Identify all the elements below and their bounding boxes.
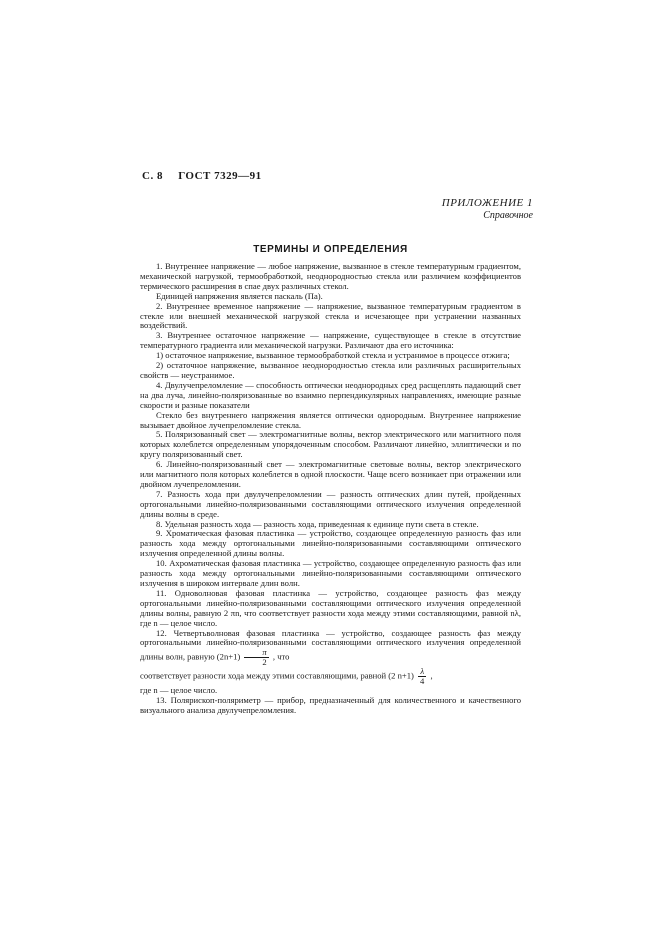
appendix-type: Справочное [483,210,533,221]
appendix-title: ПРИЛОЖЕНИЕ 1 [441,197,533,209]
fraction-denominator: 2 [262,657,267,668]
page-number: С. 8 [142,170,163,182]
paragraph: 8. Удельная разность хода — разность хода, приведенная к единице пути света в стекле. [156,518,479,529]
terms-body [140,262,521,716]
paragraph: 10. Ахроматическая фазовая пластинка — устройство, создающее определенную разность фаз или разность хода между ортогональными линейно-поляризованными составляющими оптического излучения в широком интервале длин волн. [140,558,521,588]
paragraph: 1) остаточное напряжение, вызванное термообработкой стекла и устранимое в процессе отжига; [156,350,510,361]
formula-text: соответствует разности хода между этими составляющими, равной (2 n+1) [140,670,414,681]
fraction-numerator: π [244,648,268,658]
paragraph: 13. Полярископ-поляриметр — прибор, предназначенный для количественного и качественного визуального анализа двулучепреломления. [140,695,521,716]
fraction-pi-over-2 [244,648,268,667]
paragraph: 6. Линейно-поляризованный свет — электромагнитные световые волны, вектор электрического или магнитного поля которых колеблется в одной плоскости. Чаще всего возникает при отражении или двойном лучепреломлении. [140,459,521,489]
paragraph: 1. Внутреннее напряжение — любое напряжение, вызванное в стекле температурным градиентом, механической нагрузкой, термообработкой, неоднородностью стекла или различием коэффициентов термического расширения в спае двух различных стекол. [140,261,521,291]
fraction-numerator: λ [420,666,425,677]
paragraph: 7. Разность хода при двулучепреломлении — разность оптических длин путей, пройденных ортогональными линейно-поляризованными составляющими оптического излучения определенной длины волны в среде. [140,488,521,519]
appendix-label [442,197,533,221]
page-header [142,170,274,182]
paragraph: Стекло без внутреннего напряжения является оптически однородным. Внутреннее напряжение вызывает двойное лучепреломление стекла. [140,409,521,430]
paragraph: 9. Хроматическая фазовая пластинка — устройство, создающее определенную разность фаз или разность хода между ортогональными линейно-поляризованными составляющими оптического излучения определенной длины волны. [140,528,521,559]
paragraph [140,629,521,668]
standard-code: ГОСТ 7329—91 [178,170,262,182]
paragraph: Единицей напряжения является паскаль (Па). [156,290,323,301]
paragraph: 4. Двулучепреломление — способность оптически неоднородных сред расщеплять падающий свет на два луча, линейно-поляризованные во взаимно перпендикулярных направлениях, имеющие разные скорости и разные показатели [140,379,521,410]
formula-suffix: , [430,670,433,681]
section-title: ТЕРМИНЫ И ОПРЕДЕЛЕНИЯ [253,244,408,255]
paragraph-text: 12. Четвертьволновая фазовая пластинка — устройство, создающее разность фаз между ортогональными линейно-поляризованными составляющими оптического излучения определенной длины волн, равную [140,627,521,662]
paragraph: 3. Внутреннее остаточное напряжение — напряжение, существующее в стекле в отсутствие температурного градиента или механической нагрузки. Различают два его источника: [140,330,521,351]
paragraph: 5. Поляризованный свет — электромагнитные волны, вектор электрического или магнитного поля которых колеблется определенным упорядоченным способом. Различают линейно, эллиптически и по кругу поляризованный свет. [140,429,521,460]
paragraph: 2) остаточное напряжение, вызванное неоднородностью стекла или различных расширительных свойств — неустранимое. [140,360,521,380]
formula-suffix: , что [272,651,290,662]
paragraph: 2. Внутреннее временное напряжение — напряжение, вызванное температурным градиентом в стекле или внешней механической нагрузкой стекла и исчезающее при устранении названных воздействий. [140,300,521,331]
formula-prefix: (2n+1) [216,651,241,662]
paragraph: где n — целое число. [140,685,218,696]
fraction-lambda-over-4 [418,667,426,686]
paragraph: 11. Одноволновая фазовая пластинка — устройство, создающее разность фаз между ортогональными линейно-поляризованными составляющими оптического излучения определенной длины волны, равную 2 πn, что соответствует разности хода между этими составляющими, равной nλ, где n — целое число. [140,587,521,628]
paragraph [140,667,521,686]
fraction-denominator: 4 [420,676,425,687]
